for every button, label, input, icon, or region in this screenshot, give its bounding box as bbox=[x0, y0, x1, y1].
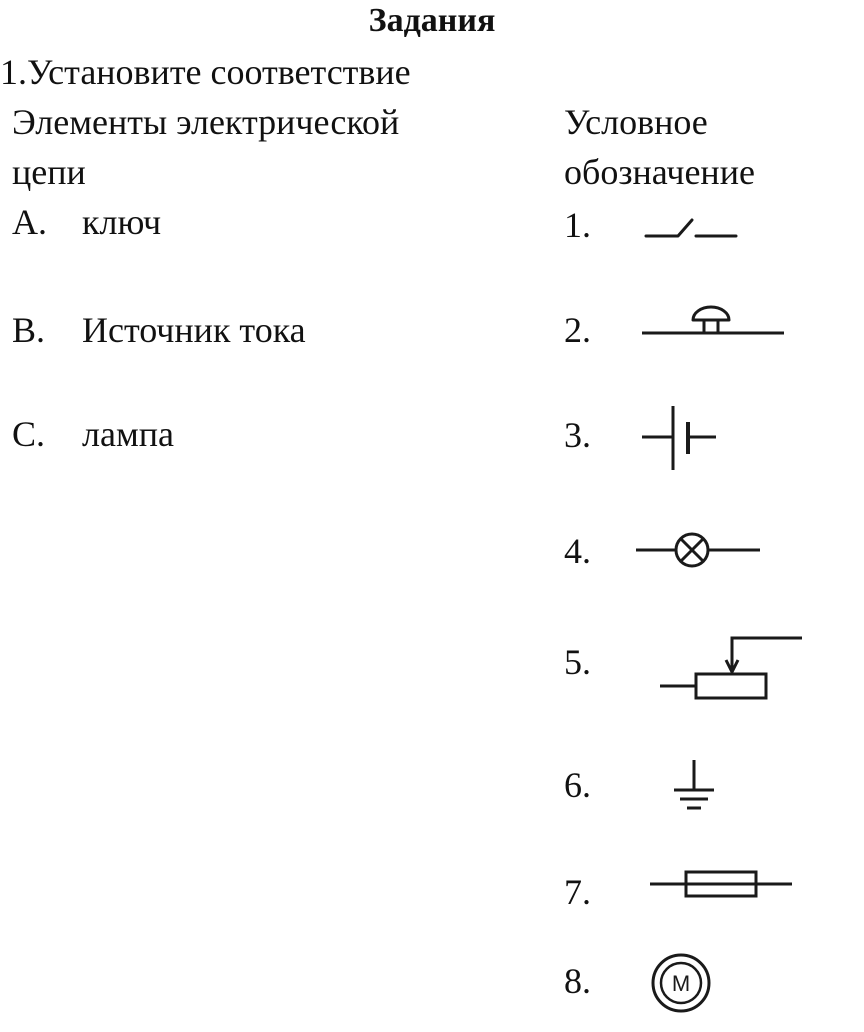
lamp-symbol-icon bbox=[634, 528, 764, 572]
element-letter: А. bbox=[12, 202, 47, 242]
motor-symbol-icon bbox=[648, 950, 714, 1016]
bell-symbol-icon bbox=[640, 300, 790, 345]
element-name: лампа bbox=[82, 414, 174, 454]
ground-symbol-icon bbox=[664, 758, 724, 818]
switch-symbol-icon bbox=[640, 212, 740, 242]
symbol-number: 7. bbox=[564, 872, 591, 912]
left-column-header-line2: цепи bbox=[12, 152, 86, 192]
symbol-number: 6. bbox=[564, 765, 591, 805]
right-column-header-line2: обозначение bbox=[564, 152, 755, 192]
left-column-header-line1: Элементы электрической bbox=[12, 102, 400, 142]
symbol-number: 5. bbox=[564, 642, 591, 682]
motor-letter: M bbox=[671, 971, 691, 996]
page-title: Задания bbox=[368, 2, 496, 39]
right-column-header-line1: Условное bbox=[564, 102, 708, 142]
rheostat-symbol-icon bbox=[656, 630, 808, 706]
element-letter: В. bbox=[12, 310, 46, 350]
symbol-number: 8. bbox=[564, 961, 591, 1001]
symbol-number: 1. bbox=[564, 205, 591, 245]
symbol-number: 2. bbox=[564, 310, 591, 350]
symbol-number: 4. bbox=[564, 531, 591, 571]
fuse-symbol-icon bbox=[648, 866, 796, 902]
element-name: ключ bbox=[82, 202, 162, 242]
symbol-number: 3. bbox=[564, 415, 591, 455]
battery-cell-symbol-icon bbox=[640, 404, 720, 474]
element-name: Источник тока bbox=[82, 310, 306, 350]
task-statement: 1.Установите соответствие bbox=[0, 52, 411, 92]
element-letter: С. bbox=[12, 414, 46, 454]
